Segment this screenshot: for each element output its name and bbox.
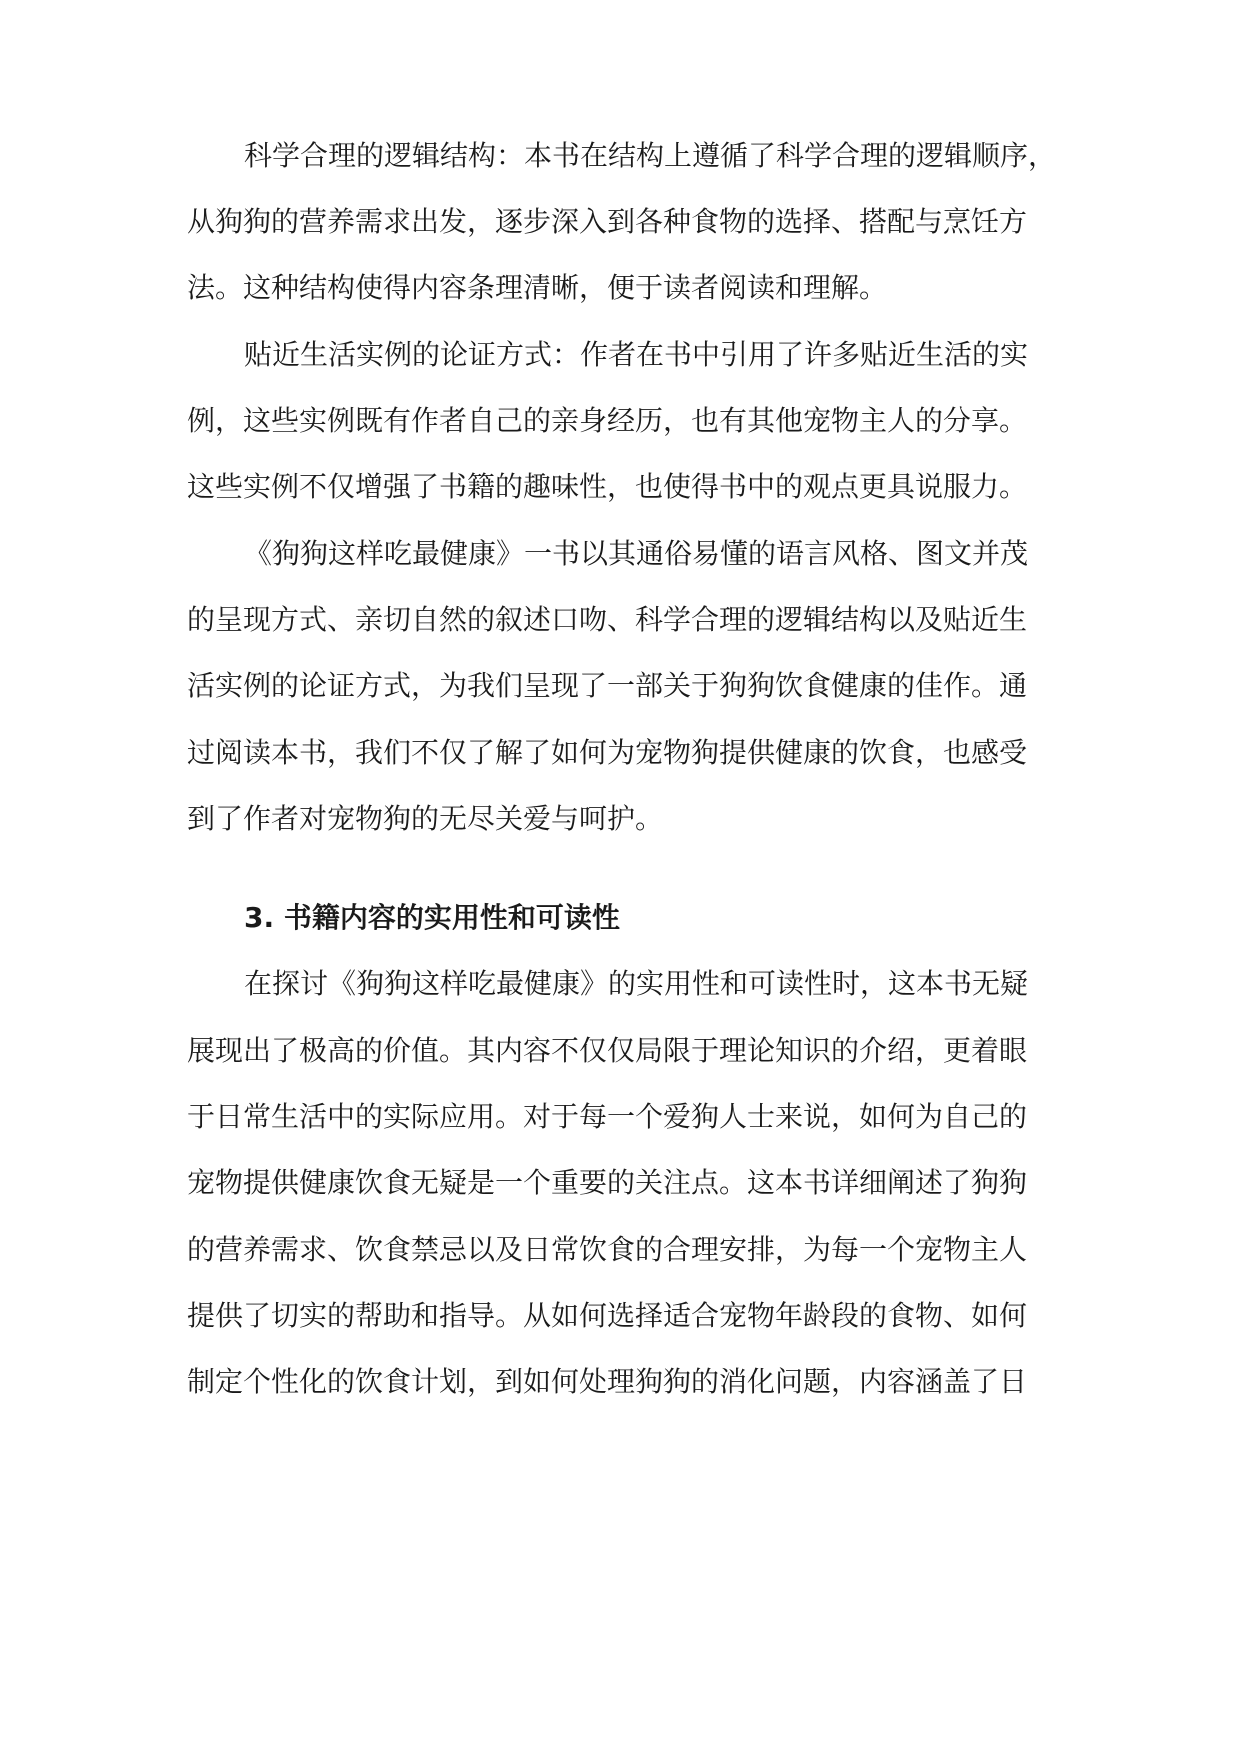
- section-paragraph-line-2: 展现出了极高的价值。其内容不仅仅局限于理论知识的介绍，更着眼: [187, 1034, 1028, 1067]
- section-paragraph-line-7: 制定个性化的饮食计划，到如何处理狗狗的消化问题，内容涵盖了日: [187, 1365, 1028, 1398]
- paragraph-3-line-4: 过阅读本书，我们不仅了解了如何为宠物狗提供健康的饮食，也感受: [187, 736, 1028, 769]
- section-paragraph-line-1: 在探讨《狗狗这样吃最健康》的实用性和可读性时，这本书无疑: [244, 967, 1029, 1000]
- section-heading: 3. 书籍内容的实用性和可读性: [244, 901, 620, 934]
- section-paragraph-line-4: 宠物提供健康饮食无疑是一个重要的关注点。这本书详细阐述了狗狗: [187, 1166, 1028, 1199]
- paragraph-2-line-2: 例，这些实例既有作者自己的亲身经历，也有其他宠物主人的分享。: [187, 404, 1028, 437]
- section-paragraph-line-6: 提供了切实的帮助和指导。从如何选择适合宠物年龄段的食物、如何: [187, 1299, 1028, 1332]
- section-paragraph-line-3: 于日常生活中的实际应用。对于每一个爱狗人士来说，如何为自己的: [187, 1100, 1028, 1133]
- paragraph-3-line-1: 《狗狗这样吃最健康》一书以其通俗易懂的语言风格、图文并茂: [244, 537, 1029, 570]
- paragraph-2-line-1: 贴近生活实例的论证方式：作者在书中引用了许多贴近生活的实: [244, 338, 1029, 371]
- paragraph-1-line-1: 科学合理的逻辑结构：本书在结构上遵循了科学合理的逻辑顺序，: [244, 139, 1057, 172]
- section-paragraph-line-5: 的营养需求、饮食禁忌以及日常饮食的合理安排，为每一个宠物主人: [187, 1233, 1028, 1266]
- paragraph-1-line-2: 从狗狗的营养需求出发，逐步深入到各种食物的选择、搭配与烹饪方: [187, 205, 1028, 238]
- paragraph-3-line-2: 的呈现方式、亲切自然的叙述口吻、科学合理的逻辑结构以及贴近生: [187, 603, 1028, 636]
- paragraph-3-line-3: 活实例的论证方式，为我们呈现了一部关于狗狗饮食健康的佳作。通: [187, 669, 1028, 702]
- paragraph-1-line-3: 法。这种结构使得内容条理清晰，便于读者阅读和理解。: [187, 271, 888, 304]
- paragraph-3-line-5: 到了作者对宠物狗的无尽关爱与呵护。: [187, 802, 664, 835]
- paragraph-2-line-3: 这些实例不仅增强了书籍的趣味性，也使得书中的观点更具说服力。: [187, 470, 1028, 503]
